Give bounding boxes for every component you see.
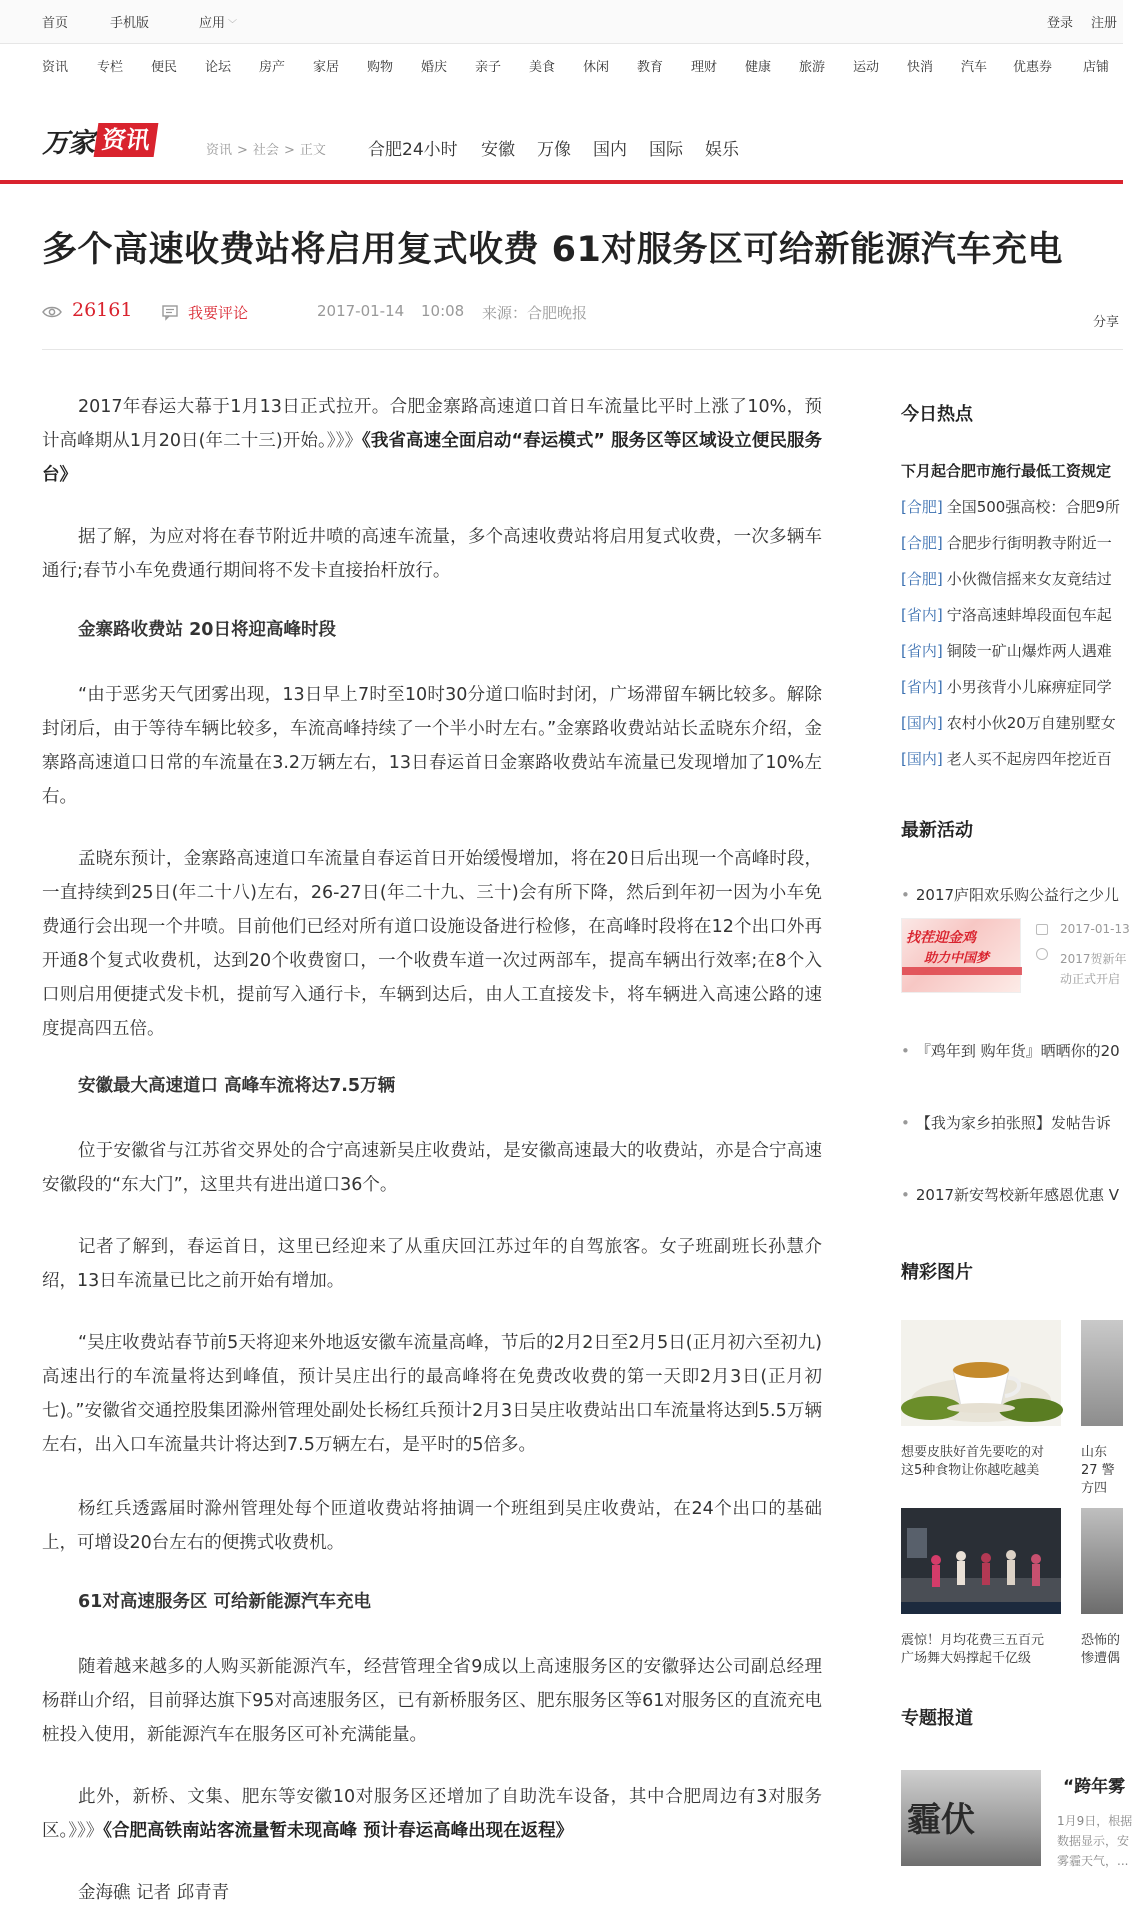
hot-list-item[interactable]	[901, 712, 1116, 733]
activity-text[interactable]: 2017庐阳欢乐购公益行之少儿	[915, 886, 1120, 904]
related-link[interactable]: 《合肥高铁南站客流量暂未现高峰 预计春运高峰出现在返程》	[103, 1821, 574, 1841]
apps-label: 应用	[199, 16, 226, 31]
breadcrumb-society[interactable]: 社会	[252, 143, 279, 158]
hot-list-item[interactable]	[901, 532, 1112, 553]
channel-item[interactable]: 购物	[367, 60, 394, 75]
hot-tag[interactable]: [国内]	[901, 750, 943, 768]
site-logo[interactable]	[42, 123, 156, 157]
hot-text[interactable]: 全国500强高校：合肥9所	[946, 498, 1120, 516]
meta-divider	[42, 349, 1123, 350]
article-paragraph: 随着越来越多的人购买新能源汽车，经营管理全省9成以上高速服务区的安徽驿达公司副总经理杨群山介绍，目前驿达旗下95对高速服务区，已有新桥服务区、肥东服务区等61对服务区的直流充电桩投入使用，新能源汽车在服务区可补充满能量。	[42, 1657, 822, 1745]
hot-tag[interactable]: [合肥]	[901, 534, 943, 552]
section-heading: 61对高速服务区 可给新能源汽车充电	[78, 1592, 371, 1612]
comment-link[interactable]: 我要评论	[188, 304, 249, 322]
view-count: 26161	[72, 299, 133, 321]
photo-tea[interactable]	[901, 1320, 1061, 1426]
breadcrumb-sep: >	[237, 143, 248, 158]
hot-list-item[interactable]	[901, 676, 1112, 697]
article-paragraph: “由于恶劣天气团雾出现，13日早上7时至10时30分道口临时封闭，广场滞留车辆比较多。解除封闭后，由于等待车辆比较多，车流高峰持续了一个半小时左右。”金寨路收费站站长孟晓东介绍，金寨路高速道口日常的车流量在3.2万辆左右，13日春运首日金寨路收费站车流量已发现增加了10%左右。	[42, 685, 822, 807]
paragraph-text: 此外，新桥、文集、肥东等安徽10对服务区还增加了自助洗车设备，其中合肥周边有3对服务区。》》》	[42, 1787, 822, 1841]
article-paragraph: “吴庄收费站春节前5天将迎来外地返安徽车流量高峰，节后的2月2日至2月5日(正月初六至初九)高速出行的车流量将达到峰值，预计吴庄出行的最高峰将在免费改收费的第一天即2月3日(正月初七)。”安徽省交通控股集团滁州管理处副处长杨红兵预计2月3日吴庄收费站出口车流量将达到5.5万辆左右，出入口车流量共计将达到7.5万辆左右，是平时的5倍多。	[42, 1333, 822, 1455]
channel-item[interactable]: 教育	[637, 60, 664, 75]
mobile-link[interactable]: 手机版	[110, 16, 150, 31]
article-paragraph: 孟晓东预计，金寨路高速道口车流量自春运首日开始缓慢增加，将在20日后出现一个高峰时段，一直持续到25日(年二十八)左右，26-27日(年二十九、三十)会有所下降，然后到年初一因为小车免费通行会出现一个井喷。目前他们已经对所有道口设施设备进行检修，在高峰时段将在12个出口外再开通8个复式收费机，达到20个收费窗口，一个收费车道一次过两部车，提高车辆出行效率;在8个入口则启用便捷式发卡机，提前写入通行卡，车辆到达后，由人工直接发卡，将车辆进入高速公路的速度提高四五倍。	[42, 849, 822, 1039]
share-button[interactable]: 分享	[1093, 315, 1120, 330]
channel-item[interactable]: 房产	[259, 60, 286, 75]
photo-caption[interactable]: 山东27 警方四	[1081, 1445, 1115, 1496]
channel-item[interactable]: 店铺	[1083, 60, 1110, 75]
hot-tag[interactable]: [省内]	[901, 606, 943, 624]
article-paragraph: 位于安徽省与江苏省交界处的合宁高速新吴庄收费站，是安徽高速最大的收费站，亦是合宁高速安徽段的“东大门”，这里共有进出道口36个。	[42, 1141, 822, 1195]
activity-item[interactable]	[901, 1040, 1120, 1061]
hot-list-item[interactable]	[901, 640, 1112, 661]
pictures-title: 精彩图片	[901, 1262, 973, 1283]
article-paragraph	[42, 390, 822, 492]
topnav-item[interactable]: 合肥24小时	[368, 140, 458, 160]
logo-text-2: 资讯	[94, 123, 159, 157]
photo-caption[interactable]: 想要皮肤好首先要吃的对 这5种食物让你越吃越美	[901, 1445, 1045, 1478]
logo-text-1: 万家	[42, 127, 94, 159]
activity-thumbnail[interactable]	[901, 918, 1021, 993]
photo-caption[interactable]: 震惊！月均花费三五百元 广场舞大妈撑起千亿级	[901, 1633, 1045, 1666]
channel-nav	[0, 44, 1123, 84]
channel-item[interactable]: 专栏	[97, 60, 124, 75]
topnav-item[interactable]: 国内	[593, 140, 627, 160]
tea-image	[901, 1320, 1061, 1426]
channel-item[interactable]: 旅游	[799, 60, 826, 75]
channel-item[interactable]: 美食	[529, 60, 556, 75]
thumb-text: 助力中国梦	[924, 951, 990, 966]
hot-list-item[interactable]	[901, 496, 1120, 517]
hot-tag[interactable]: [省内]	[901, 678, 943, 696]
hot-text[interactable]: 合肥步行街明教寺附近一	[946, 534, 1112, 552]
channel-item[interactable]: 理财	[691, 60, 718, 75]
breadcrumb-news[interactable]: 资讯	[206, 143, 233, 158]
channel-item[interactable]: 亲子	[475, 60, 502, 75]
topic-headline[interactable]: “跨年雾	[1063, 1777, 1126, 1797]
channel-item[interactable]: 汽车	[961, 60, 988, 75]
topnav-item[interactable]: 安徽	[481, 140, 515, 160]
bullet: •	[901, 1114, 910, 1132]
activity-desc: 动正式开启	[1060, 972, 1121, 986]
channel-item[interactable]: 优惠券	[1013, 60, 1053, 75]
hot-text[interactable]: 老人买不起房四年挖近百	[946, 750, 1112, 768]
bullet: •	[901, 1042, 910, 1060]
clock-icon	[1036, 948, 1048, 960]
activities-title: 最新活动	[901, 820, 973, 841]
calendar-icon	[1036, 924, 1048, 935]
bullet: •	[901, 1186, 910, 1204]
photo-square-dance[interactable]	[901, 1508, 1061, 1614]
channel-item[interactable]: 健康	[745, 60, 772, 75]
activity-item[interactable]	[901, 1112, 1111, 1133]
breadcrumb-current: 正文	[299, 143, 326, 158]
channel-item[interactable]: 资讯	[42, 60, 69, 75]
article-source: 来源：合肥晚报	[482, 304, 588, 322]
article-paragraph: 据了解，为应对将在春节附近井喷的高速车流量，多个高速收费站将启用复式收费，一次多辆车通行;春节小车免费通行期间将不发卡直接抬杆放行。	[42, 527, 822, 581]
hot-news-title: 今日热点	[901, 404, 973, 425]
article-paragraph: 杨红兵透露届时滁州管理处每个匝道收费站将抽调一个班组到吴庄收费站，在24个出口的基础上，可增设20台左右的便携式收费机。	[42, 1499, 822, 1553]
chevron-down-icon: ﹀	[228, 20, 238, 30]
byline: 金海礁 记者 邱青青	[78, 1883, 230, 1903]
breadcrumb-sep: >	[283, 143, 295, 158]
channel-item[interactable]: 休闲	[583, 60, 610, 75]
topic-desc: 数据显示，安	[1057, 1834, 1130, 1848]
topic-desc: 雾霾天气，...	[1057, 1854, 1129, 1868]
topnav-item[interactable]: 国际	[649, 140, 683, 160]
thumb-text: 找茬迎金鸡	[906, 930, 976, 946]
channel-item[interactable]: 论坛	[205, 60, 232, 75]
related-link[interactable]: 《我省高速全面启动“春运模式” 服务区等区域设立便民服务台》	[42, 431, 823, 485]
activity-item[interactable]	[901, 884, 1119, 905]
activity-text[interactable]: 2017新安驾校新年感恩优惠 V	[915, 1186, 1120, 1204]
hot-text[interactable]: 农村小伙20万自建别墅女	[946, 714, 1116, 732]
comment-icon[interactable]	[162, 305, 178, 320]
channel-item[interactable]: 运动	[853, 60, 880, 75]
photo-partial[interactable]	[1081, 1320, 1123, 1426]
hot-text[interactable]: 铜陵一矿山爆炸两人遇难	[946, 642, 1112, 660]
photo-caption[interactable]: 恐怖的 惨遭偶	[1081, 1633, 1121, 1666]
paragraph-text: 2017年春运大幕于1月13日正式拉开。合肥金寨路高速道口首日车流量比平时上涨了10%，预计高峰期从1月20日(年二十三)开始。》》》	[42, 397, 822, 451]
photo-partial[interactable]	[1081, 1508, 1123, 1614]
home-link[interactable]: 首页	[42, 16, 69, 31]
section-heading: 金寨路收费站 20日将迎高峰时段	[78, 620, 336, 640]
activity-text[interactable]: 【我为家乡拍张照】发帖告诉	[915, 1114, 1111, 1132]
activity-desc: 2017贺新年	[1060, 952, 1127, 966]
channel-item[interactable]: 婚庆	[421, 60, 448, 75]
hot-top-item[interactable]: 下月起合肥市施行最低工资规定	[901, 462, 1112, 480]
header-divider	[0, 180, 1123, 184]
hot-text[interactable]: 小伙微信摇来女友竟结过	[946, 570, 1112, 588]
activity-item[interactable]	[901, 1184, 1119, 1205]
hot-text[interactable]: 宁洛高速蚌埠段面包车起	[946, 606, 1112, 624]
topics-title: 专题报道	[901, 1708, 973, 1729]
publish-time: 10:08	[421, 302, 465, 320]
hot-tag[interactable]: [合肥]	[901, 570, 943, 588]
topic-image-text: 霾伏	[907, 1800, 975, 1840]
thumb-band	[902, 967, 1022, 975]
section-heading: 安徽最大高速道口 高峰车流将达7.5万辆	[78, 1076, 396, 1096]
eye-icon	[42, 305, 62, 319]
activity-date: 2017-01-13	[1060, 922, 1130, 936]
register-link[interactable]: 注册	[1091, 16, 1118, 31]
dance-image	[901, 1508, 1061, 1614]
hot-list-item[interactable]	[901, 748, 1112, 769]
hot-list-item[interactable]	[901, 568, 1112, 589]
top-bar	[0, 0, 1123, 44]
topic-image[interactable]	[901, 1770, 1041, 1866]
article-paragraph	[42, 1780, 822, 1848]
hot-tag[interactable]: [国内]	[901, 714, 943, 732]
channel-item[interactable]: 家居	[313, 60, 340, 75]
topic-desc: 1月9日，根据	[1057, 1814, 1132, 1828]
hot-text[interactable]: 小男孩背小儿麻痹症同学	[946, 678, 1112, 696]
breadcrumb	[206, 139, 326, 158]
article-paragraph: 记者了解到，春运首日，这里已经迎来了从重庆回江苏过年的自驾旅客。女子班副班长孙慧介绍，13日车流量已比之前开始有增加。	[42, 1237, 822, 1291]
login-link[interactable]: 登录	[1047, 16, 1074, 31]
topnav-item[interactable]: 万像	[537, 140, 571, 160]
bullet: •	[901, 886, 910, 904]
activity-text[interactable]: 『鸡年到 购年货』晒晒你的20	[915, 1042, 1120, 1060]
article-title: 多个高速收费站将启用复式收费 61对服务区可给新能源汽车充电	[42, 230, 1063, 270]
topnav-item[interactable]: 娱乐	[705, 140, 739, 160]
publish-date: 2017-01-14	[317, 302, 405, 320]
hot-tag[interactable]: [省内]	[901, 642, 943, 660]
channel-item[interactable]: 便民	[151, 60, 178, 75]
apps-menu[interactable]	[199, 12, 237, 31]
channel-item[interactable]: 快消	[907, 60, 934, 75]
hot-tag[interactable]: [合肥]	[901, 498, 943, 516]
hot-list-item[interactable]	[901, 604, 1112, 625]
